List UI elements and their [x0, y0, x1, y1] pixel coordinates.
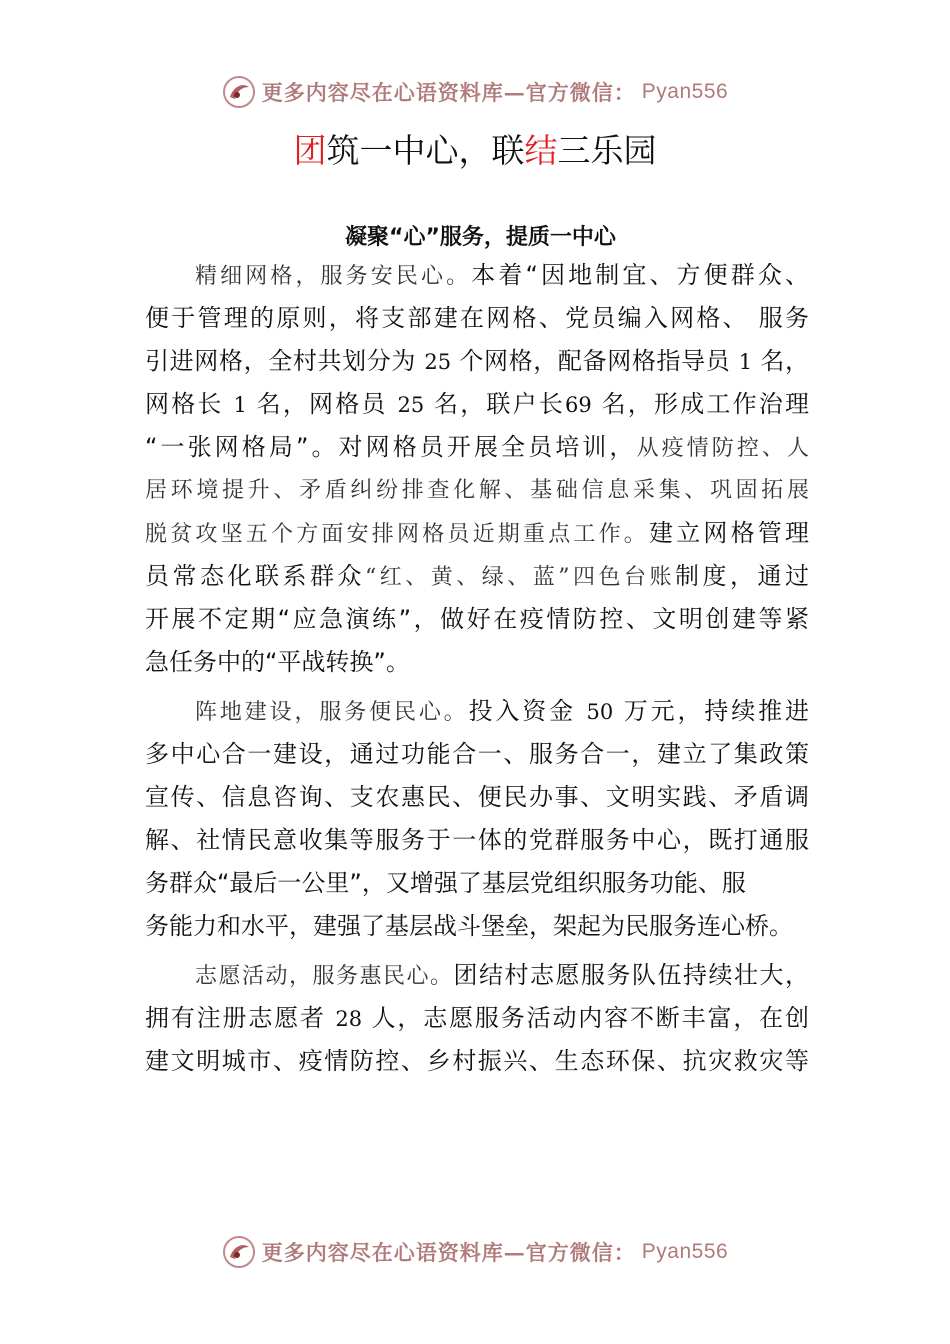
- number: 50: [586, 700, 614, 724]
- watermark-text: 更多内容尽在心语资料库—官方微信：: [261, 1240, 636, 1265]
- text-run: 建立网格管理: [649, 519, 809, 547]
- watermark-wechat-id: Pyan556: [641, 80, 729, 103]
- paragraph-line: [145, 997, 809, 1040]
- text-run: 名，网格员: [256, 390, 388, 418]
- paragraph-line: 解、社情民意收集等服务于一体的党群服务中心，既打通服: [145, 826, 809, 854]
- text-run: 脱贫攻坚五个方面安排网格员近期重点工作。: [145, 522, 649, 547]
- paragraph-line: 便于管理的原则，将支部建在网格、党员编入网格、 服务: [145, 304, 809, 332]
- brand-logo-icon: [222, 1235, 256, 1269]
- paragraph-line: [145, 690, 809, 733]
- text-run: 团结村志愿服务队伍持续壮大，: [453, 961, 809, 989]
- text-run: 网格长: [145, 390, 224, 418]
- text-run: 个网格，配备网格指导员: [459, 347, 731, 375]
- text-run: 拥有注册志愿者: [145, 1004, 326, 1032]
- paragraph-line: 建文明城市、疫情防控、乡村振兴、生态环保、抗灾救灾等: [145, 1047, 809, 1075]
- watermark-wechat-id: Pyan556: [641, 1240, 729, 1263]
- number: 1: [233, 393, 247, 417]
- section-heading: 凝聚“心”服务，提质一中心: [345, 225, 616, 250]
- paragraph-line: [145, 254, 809, 297]
- text-run: 从疫情防控、人: [636, 436, 809, 461]
- paragraph-line: [145, 340, 809, 383]
- header-watermark: [0, 72, 950, 112]
- text-run: “一张网格局”。对网格员开展全员培训，: [145, 433, 637, 461]
- text-run: 员常态化联系群众: [145, 562, 365, 590]
- text-run: 投入资金: [468, 697, 577, 725]
- paragraph-lead: 志愿活动，服务惠民心。: [195, 964, 454, 989]
- text-run: 引进网格，全村共划分为: [145, 347, 417, 375]
- text-run: 人，志愿服务活动内容不断丰富，在创: [371, 1004, 809, 1032]
- watermark-text: 更多内容尽在心语资料库—官方微信：: [261, 80, 636, 105]
- page-title: [0, 128, 950, 174]
- title-accent-char: 团: [293, 131, 327, 170]
- paragraph-line: [145, 954, 809, 997]
- text-run: 名，联户长: [434, 390, 566, 418]
- title-text: 三乐园: [557, 131, 657, 170]
- number: 28: [335, 1007, 363, 1031]
- title-accent-char: 结: [524, 131, 558, 170]
- paragraph-lead: 精细网格，服务安民心。: [195, 264, 472, 289]
- number: 25: [424, 350, 452, 374]
- number: 1: [738, 350, 753, 374]
- paragraph-lead: 阵地建设，服务便民心。: [195, 700, 469, 725]
- text-run: 名，: [760, 347, 809, 375]
- text-run: “红、黄、绿、蓝”四色台账: [365, 565, 675, 590]
- number: 69: [565, 393, 592, 417]
- text-run: 万元，持续推进: [623, 697, 809, 725]
- paragraph-line: 务群众“最后一公里”，又增强了基层党组织服务功能、服: [145, 869, 746, 897]
- document-body: [145, 254, 809, 1083]
- number: 25: [397, 393, 425, 417]
- text-run: 本着“因地制宜、方便群众、: [471, 261, 809, 289]
- brand-logo-icon: [222, 75, 256, 109]
- paragraph-line: 宣传、信息咨询、支农惠民、便民办事、文明实践、矛盾调: [145, 783, 809, 811]
- paragraph-line: 急任务中的“平战转换”。: [145, 648, 410, 676]
- paragraph-line: 务能力和水平，建强了基层战斗堡垒，架起为民服务连心桥。: [145, 912, 793, 940]
- text-run: 名，形成工作治理: [601, 390, 809, 418]
- paragraph-line: [145, 555, 809, 598]
- paragraph-line: 多中心合一建设，通过功能合一、服务合一，建立了集政策: [145, 740, 809, 768]
- paragraph-line: 开展不定期“应急演练”，做好在疫情防控、文明创建等紧: [145, 605, 809, 633]
- paragraph-line: [145, 426, 809, 469]
- paragraph-line: [145, 512, 809, 555]
- text-run: 制度，通过: [675, 562, 809, 590]
- paragraph-line: 居环境提升、矛盾纠纷排查化解、基础信息采集、巩固拓展: [145, 478, 809, 503]
- title-text: 筑一中心，联: [326, 131, 525, 170]
- footer-watermark: [0, 1232, 950, 1272]
- paragraph-line: [145, 383, 809, 426]
